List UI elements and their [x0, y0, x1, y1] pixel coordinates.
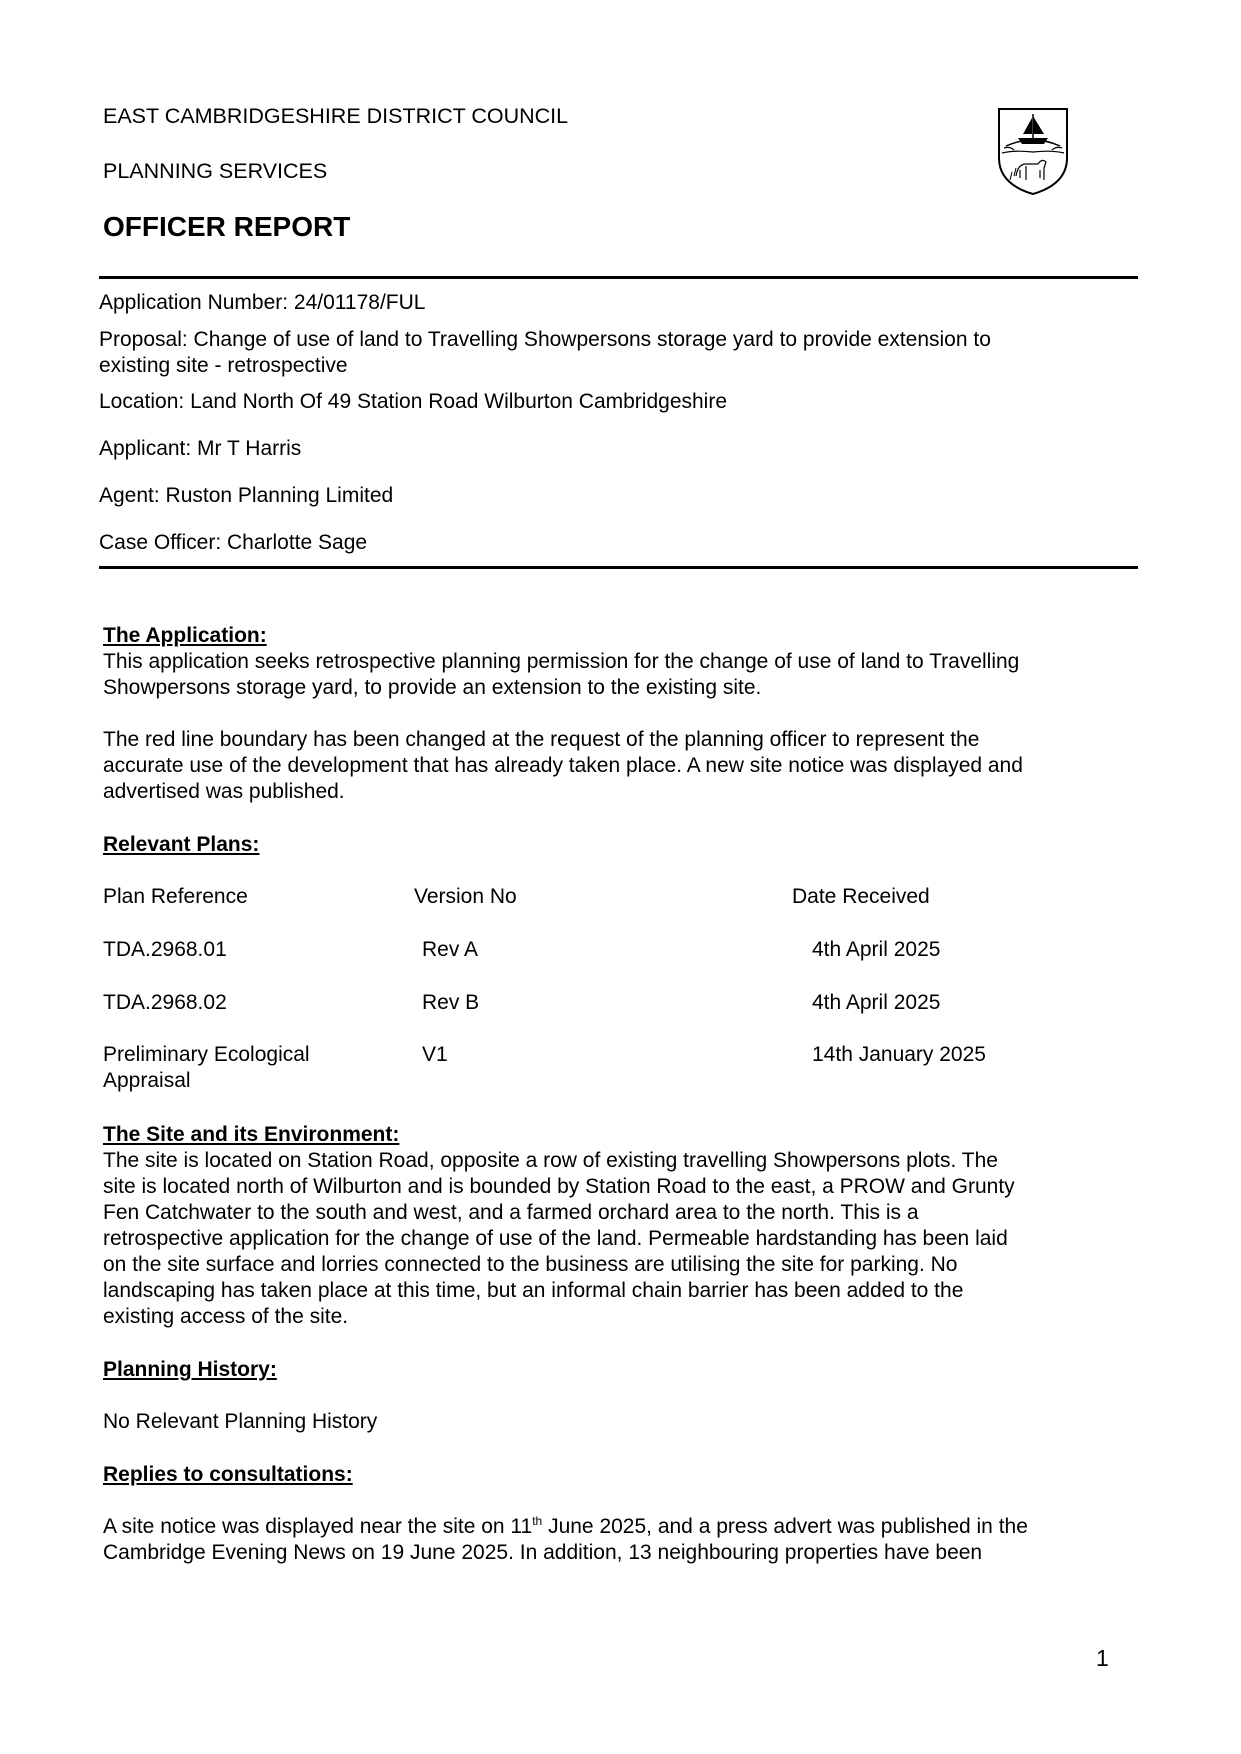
plan-row-3-reference: Preliminary Ecological — [103, 1043, 310, 1066]
agent: Agent: Ruston Planning Limited — [99, 484, 394, 507]
plan-row-2-reference: TDA.2968.02 — [103, 991, 227, 1014]
consultations-line-1-pre: A site notice was displayed near the site on 11 — [103, 1515, 533, 1538]
site-line-2: site is located north of Wilburton and is bounded by Station Road to the east, a PROW and Grunty — [103, 1175, 1015, 1198]
proposal-line-2: existing site - retrospective — [99, 354, 348, 377]
plan-row-2-date: 4th April 2025 — [812, 991, 941, 1014]
application-paragraph-2-line-2: accurate use of the development that has already taken place. A new site notice was displayed and — [103, 754, 1023, 777]
plan-row-1-reference: TDA.2968.01 — [103, 938, 227, 961]
council-name: EAST CAMBRIDGESHIRE DISTRICT COUNCIL — [103, 104, 569, 128]
header-divider — [99, 276, 1138, 279]
plans-column-version: Version No — [414, 885, 517, 908]
site-line-5: on the site surface and lorries connected to the business are utilising the site for parking. No — [103, 1253, 958, 1276]
location: Location: Land North Of 49 Station Road Wilburton Cambridgeshire — [99, 390, 728, 413]
case-officer: Case Officer: Charlotte Sage — [99, 531, 368, 554]
consultations-line-1-post: June 2025, and a press advert was published in the — [542, 1515, 1028, 1538]
application-paragraph-2-line-3: advertised was published. — [103, 780, 345, 803]
page-title: OFFICER REPORT — [103, 211, 351, 242]
consultations-heading: Replies to consultations: — [103, 1463, 353, 1486]
application-paragraph-1-line-1: This application seeks retrospective planning permission for the change of use of land to Travelling — [103, 650, 1020, 673]
proposal-line-1: Proposal: Change of use of land to Travelling Showpersons storage yard to provide extension to — [99, 328, 991, 351]
application-paragraph-2-line-1: The red line boundary has been changed at the request of the planning officer to represent the — [103, 728, 980, 751]
history-heading: Planning History: — [103, 1358, 277, 1381]
details-divider — [99, 566, 1138, 569]
applicant: Applicant: Mr T Harris — [99, 437, 302, 460]
site-line-4: retrospective application for the change of use of the land. Permeable hardstanding has been laid — [103, 1227, 1008, 1250]
site-line-6: landscaping has taken place at this time, but an informal chain barrier has been added to the — [103, 1279, 964, 1302]
site-line-3: Fen Catchwater to the south and west, and a farmed orchard area to the north. This is a — [103, 1201, 919, 1224]
plan-row-1-version: Rev A — [422, 938, 479, 961]
plan-row-3-version: V1 — [422, 1043, 448, 1066]
application-heading: The Application: — [103, 624, 267, 647]
plans-column-date: Date Received — [792, 885, 930, 908]
consultations-line-1-sup: th — [532, 1514, 543, 1528]
application-paragraph-1-line-2: Showpersons storage yard, to provide an extension to the existing site. — [103, 676, 762, 699]
plans-heading: Relevant Plans: — [103, 833, 260, 856]
page-number: 1 — [1096, 1645, 1109, 1671]
consultations-line-2: Cambridge Evening News on 19 June 2025. In addition, 13 neighbouring properties have been — [103, 1541, 983, 1564]
plan-row-3-date: 14th January 2025 — [812, 1043, 986, 1066]
plan-row-2-version: Rev B — [422, 991, 480, 1014]
plans-column-reference: Plan Reference — [103, 885, 248, 908]
site-line-7: existing access of the site. — [103, 1305, 349, 1328]
council-crest-logo — [996, 106, 1070, 196]
plan-row-3-reference-cont: Appraisal — [103, 1069, 191, 1092]
consultations-line-1 — [103, 1514, 1133, 1540]
application-number: Application Number: 24/01178/FUL — [99, 291, 426, 314]
department-name: PLANNING SERVICES — [103, 159, 328, 183]
history-text: No Relevant Planning History — [103, 1410, 378, 1433]
site-heading: The Site and its Environment: — [103, 1123, 400, 1146]
site-line-1: The site is located on Station Road, opposite a row of existing travelling Showpersons plots. The — [103, 1149, 998, 1172]
plan-row-1-date: 4th April 2025 — [812, 938, 941, 961]
